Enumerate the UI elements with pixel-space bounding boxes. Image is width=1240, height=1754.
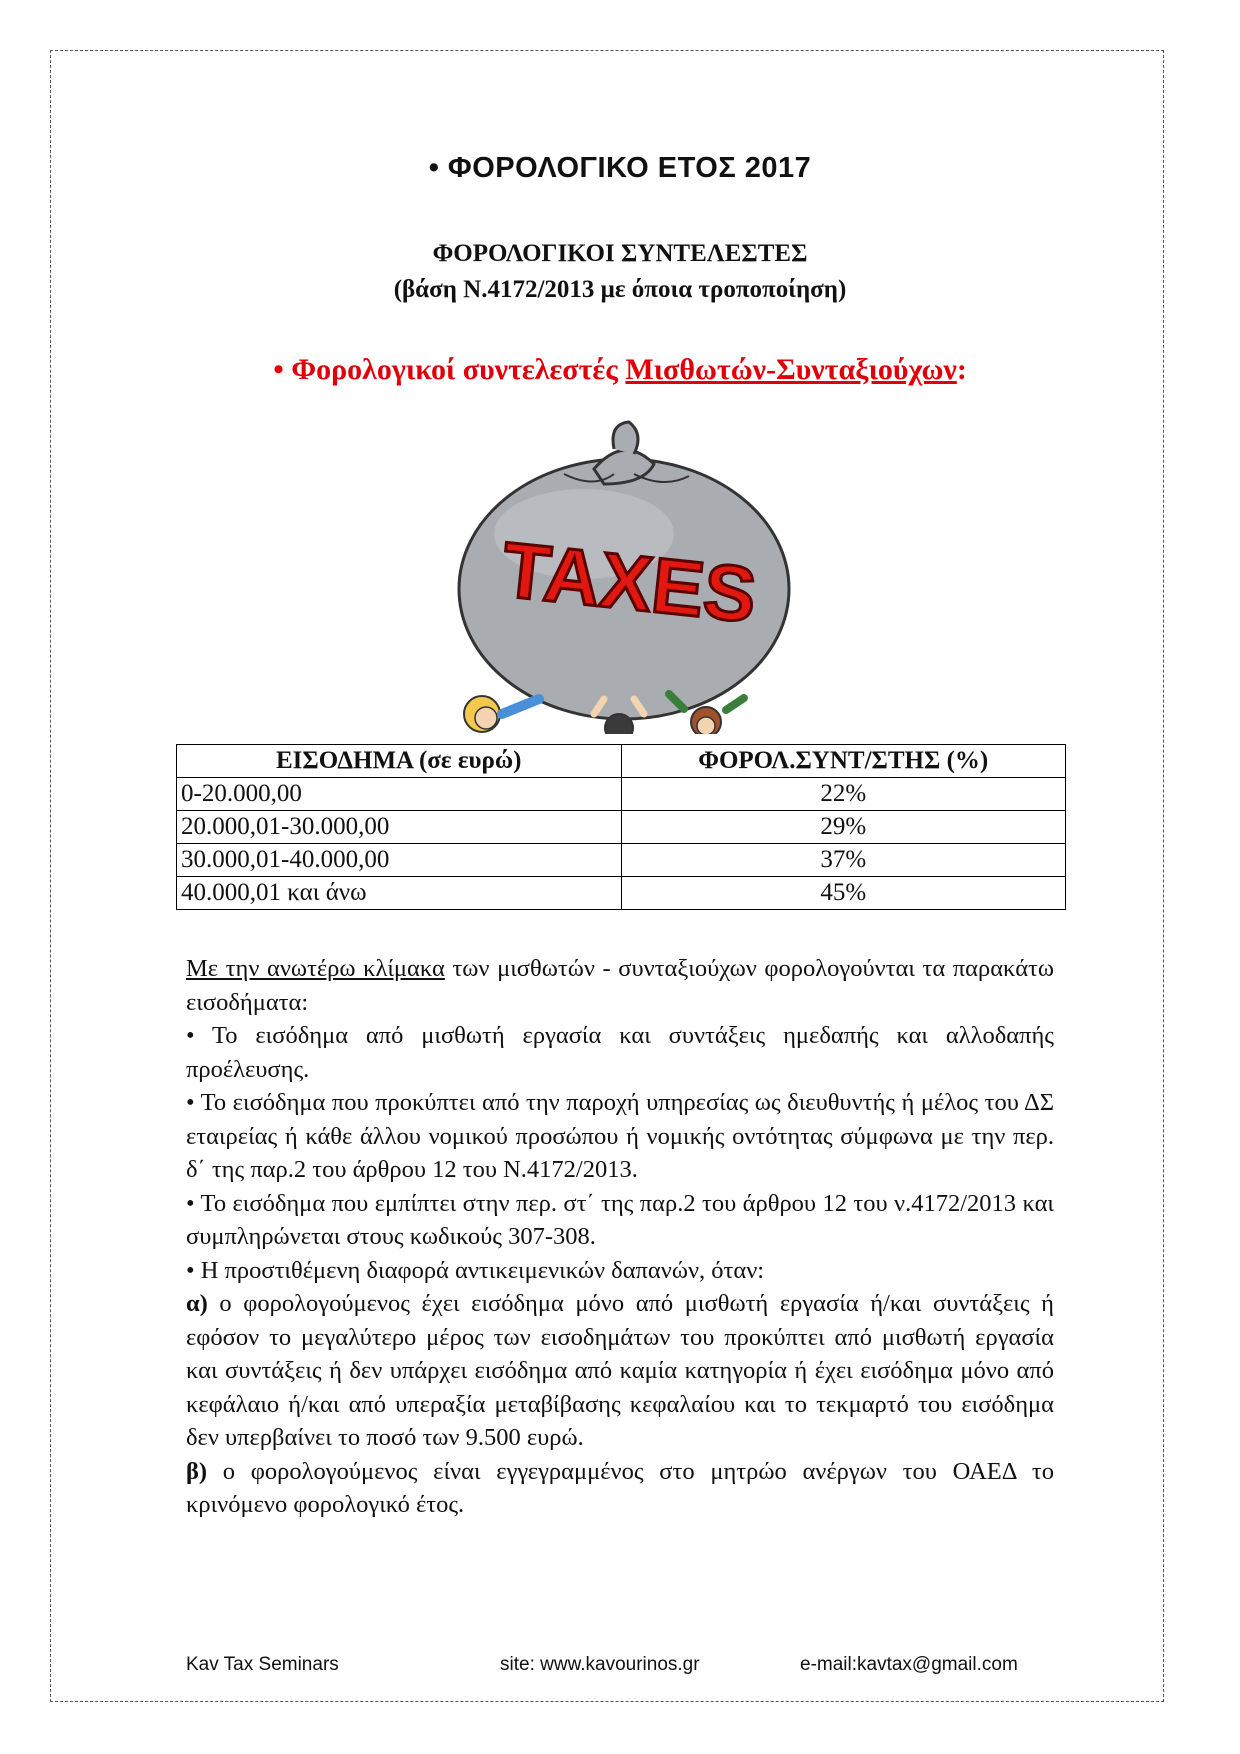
taxes-label: TAXES <box>498 524 761 640</box>
bullet-item: • Το εισόδημα που εμπίπτει στην περ. στ΄ της παρ.2 του άρθρου 12 του ν.4172/2013 και συμπληρώνεται στους κωδικούς 307-308. <box>186 1189 1054 1250</box>
section-title-suffix: : <box>956 353 967 386</box>
bullet-item: • Το εισόδημα που προκύπτει από την παροχή υπηρεσίας ως διευθυντής ή μέλος του ΔΣ εταιρείας ή κάθε άλλου νομικού προσώπου ή νομικής οντότητας σύμφωνα με την περ. δ΄ της παρ.2 του άρθρου 12 του Ν.4172/2013. <box>186 1089 1054 1183</box>
rate-cell: 29% <box>621 811 1066 844</box>
rate-cell: 37% <box>621 844 1066 877</box>
condition-b-label: β) <box>186 1457 208 1485</box>
rate-cell: 45% <box>621 877 1066 910</box>
page-title: • ΦΟΡΟΛΟΓΙΚΟ ΕΤΟΣ 2017 <box>428 152 812 184</box>
rate-cell: 22% <box>621 778 1066 811</box>
income-cell: 0-20.000,00 <box>177 778 622 811</box>
condition-a <box>186 1287 1054 1455</box>
income-cell: 20.000,01-30.000,00 <box>177 811 622 844</box>
header-rate: ΦΟΡΟΛ.ΣΥΝΤ/ΣΤΗΣ (%) <box>621 745 1066 778</box>
intro-paragraph <box>186 952 1054 1019</box>
subheading <box>0 236 1240 308</box>
intro-underlined: Με την ανωτέρω κλίμακα <box>186 955 445 982</box>
condition-b-text: ο φορολογούμενος είναι εγγεγραμμένος στο μητρώο ανέργων του ΟΑΕΔ το κρινόμενο φορολογικό έτος. <box>186 1457 1054 1518</box>
condition-a-label: α) <box>186 1290 208 1317</box>
table-row <box>177 844 1066 877</box>
tax-bag-illustration <box>444 414 804 734</box>
intro-rest: των μισθωτών - συνταξιούχων φορολογούνται τα παρακάτω εισοδήματα: <box>186 955 1054 1016</box>
footer-email: e-mail:kavtax@gmail.com <box>800 1654 1018 1675</box>
body-text <box>186 952 1054 1522</box>
table-row <box>177 778 1066 811</box>
subheading-line-2: (βάση Ν.4172/2013 με όποια τροποποίηση) <box>393 276 847 303</box>
income-cell: 40.000,01 και άνω <box>177 877 622 910</box>
condition-a-text: ο φορολογούμενος έχει εισόδημα μόνο από μισθωτή εργασία ή/και συντάξεις ή εφόσον το μεγαλύτερο μέρος των εισοδημάτων του προκύπτει από μισθωτή εργασία και συντάξεις ή δεν υπάρχει εισόδημα από καμία κατηγορία ή έχει εισόδημα μόνο από κεφάλαιο ή/και από υπεραξία μεταβίβασης κεφαλαίου και το τεκμαρτό του εισόδημα δεν υπερβαίνει το ποσό των 9.500 ευρώ. <box>186 1290 1054 1451</box>
bullet-item: • Το εισόδημα από μισθωτή εργασία και συντάξεις ημεδαπής και αλλοδαπής προέλευσης. <box>186 1022 1054 1083</box>
income-cell: 30.000,01-40.000,00 <box>177 844 622 877</box>
footer-site: site: www.kavourinos.gr <box>500 1654 700 1675</box>
footer-left: Kav Tax Seminars <box>186 1654 339 1675</box>
table-header-row <box>177 745 1066 778</box>
section-title <box>0 353 1240 387</box>
table-row <box>177 877 1066 910</box>
section-title-underlined: Μισθωτών-Συνταξιούχων <box>625 353 957 386</box>
header-income: ΕΙΣΟΔΗΜΑ (σε ευρώ) <box>177 745 622 778</box>
section-title-prefix: • Φορολογικοί συντελεστές <box>273 353 626 386</box>
condition-b <box>186 1455 1054 1522</box>
bullet-item: • Η προστιθέμενη διαφορά αντικειμενικών δαπανών, όταν: <box>186 1256 765 1284</box>
subheading-line-1: ΦΟΡΟΛΟΓΙΚΟΙ ΣΥΝΤΕΛΕΣΤΕΣ <box>432 240 808 267</box>
tax-rates-table <box>176 744 1066 910</box>
table-row <box>177 811 1066 844</box>
